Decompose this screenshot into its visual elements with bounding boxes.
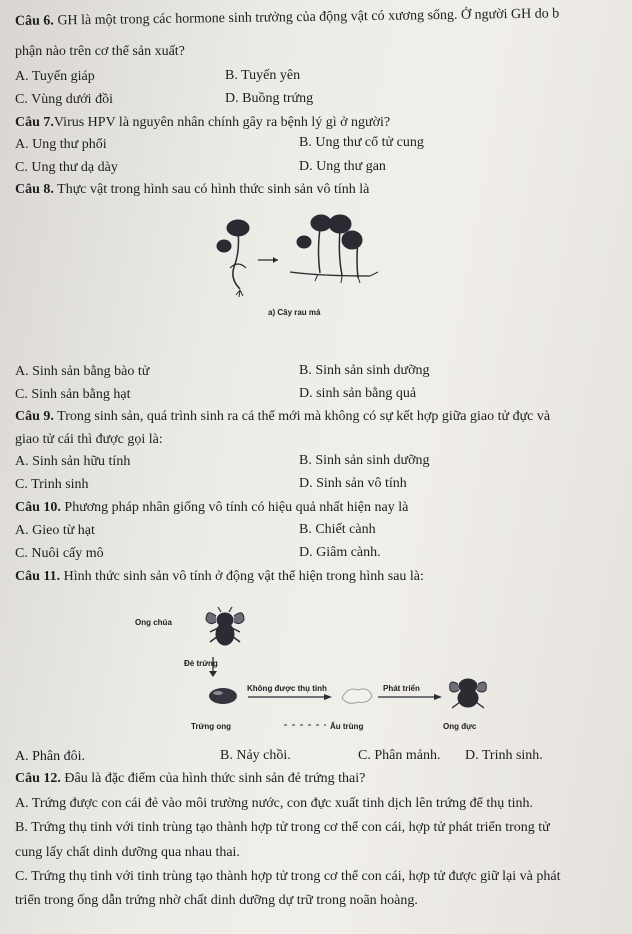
option-7d: D. Ung thư gan bbox=[299, 159, 386, 174]
option-10c: C. Nuôi cấy mô bbox=[15, 546, 104, 561]
option-12b-line2: cung lấy chất dinh dưỡng qua nhau thai. bbox=[15, 845, 240, 860]
question-10 bbox=[15, 500, 408, 516]
larva-icon bbox=[338, 684, 376, 706]
question-10-label: Câu 10. bbox=[15, 500, 61, 515]
option-8c: C. Sinh sản bằng hạt bbox=[15, 387, 131, 402]
unfertilized-arrow bbox=[248, 692, 334, 702]
option-9d: D. Sinh sản vô tính bbox=[299, 476, 407, 491]
lay-eggs-arrow bbox=[207, 655, 219, 679]
label-larva: Ấu trùng bbox=[330, 722, 364, 731]
option-7b: B. Ung thư cổ tử cung bbox=[299, 135, 424, 150]
question-8-text: Thực vật trong hình sau có hình thức sinh sản vô tính là bbox=[53, 182, 370, 197]
question-12-text: Đâu là đặc điểm của hình thức sinh sản đẻ trứng thai? bbox=[60, 771, 366, 786]
option-11b: B. Nảy chồi. bbox=[220, 748, 291, 763]
option-7c: C. Ung thư dạ dày bbox=[15, 160, 118, 175]
question-9-text: Trong sinh sản, quá trình sinh ra cá thể mới mà không có sự kết hợp giữa giao tử đực và bbox=[53, 409, 551, 424]
option-12c-line2: triển trong ống dẫn trứng nhờ chất dinh dưỡng dự trữ trong noãn hoàng. bbox=[15, 893, 418, 908]
label-unfertilized: Không được thụ tinh bbox=[247, 684, 327, 693]
develop-arrow bbox=[378, 692, 444, 702]
option-12b-line1: B. Trứng thụ tinh với tinh trùng tạo thành hợp tử trong cơ thể con cái, hợp tử phát triển trong tử bbox=[15, 820, 550, 835]
option-8a: A. Sinh sản bằng bào tử bbox=[15, 364, 150, 379]
question-11-label: Câu 11. bbox=[15, 569, 61, 584]
question-11 bbox=[15, 569, 424, 585]
figure-caption-centella: a) Cây rau má bbox=[268, 308, 321, 317]
option-7a: A. Ung thư phổi bbox=[15, 137, 107, 152]
option-10d: D. Giâm cành. bbox=[299, 545, 381, 560]
label-lay-eggs: Đẻ trứng bbox=[184, 659, 218, 668]
option-11a: A. Phân đôi. bbox=[15, 749, 85, 764]
option-6c: C. Vùng dưới đồi bbox=[15, 92, 113, 107]
question-6 bbox=[15, 6, 559, 30]
question-6-text: GH là một trong các hormone sinh trưởng của động vật có xương sống. Ở người GH do b bbox=[53, 6, 560, 29]
question-7-text: Virus HPV là nguyên nhân chính gây ra bệnh lý gì ở người? bbox=[53, 115, 391, 130]
question-9-label: Câu 9. bbox=[15, 409, 54, 424]
option-9b: B. Sinh sản sinh dưỡng bbox=[299, 453, 430, 468]
dashed-line bbox=[284, 722, 326, 728]
option-6a: A. Tuyến giáp bbox=[15, 69, 95, 84]
label-drone-bee: Ong đực bbox=[443, 722, 477, 731]
question-6-line2: phận nào trên cơ thể sản xuất? bbox=[15, 44, 185, 59]
queen-bee-icon bbox=[204, 606, 246, 648]
question-12-label: Câu 12. bbox=[15, 771, 61, 786]
option-10b: B. Chiết cành bbox=[299, 522, 376, 537]
question-9-line2: giao tử cái thì được gọi là: bbox=[15, 432, 163, 447]
option-11d: D. Trinh sinh. bbox=[465, 748, 543, 763]
question-8-label: Câu 8. bbox=[15, 182, 54, 197]
label-queen-bee: Ong chúa bbox=[135, 618, 172, 627]
option-12c-line1: C. Trứng thụ tinh với tinh trùng tạo thành hợp tử trong cơ thể con cái, hợp tử được giữ lại và phát bbox=[15, 869, 561, 884]
drone-bee-icon bbox=[448, 676, 488, 710]
label-develop: Phát triển bbox=[383, 684, 420, 693]
option-8b: B. Sinh sản sinh dưỡng bbox=[299, 363, 430, 378]
option-10a: A. Gieo từ hạt bbox=[15, 523, 95, 538]
option-6b: B. Tuyến yên bbox=[225, 68, 301, 83]
centella-plant-figure bbox=[200, 210, 385, 310]
question-12 bbox=[15, 771, 365, 787]
option-8d: D. sinh sản bằng quả bbox=[299, 386, 417, 401]
question-10-text: Phương pháp nhân giống vô tính có hiệu quả nhất hiện nay là bbox=[60, 500, 409, 515]
option-11c: C. Phân mảnh. bbox=[358, 748, 441, 763]
question-9 bbox=[15, 409, 550, 425]
option-12a: A. Trứng được con cái đẻ vào môi trường nước, con đực xuất tinh dịch lên trứng để thụ tinh. bbox=[15, 796, 533, 811]
question-7 bbox=[15, 115, 390, 131]
option-9a: A. Sinh sản hữu tính bbox=[15, 454, 131, 469]
question-11-text: Hình thức sinh sản vô tính ở động vật thể hiện trong hình sau là: bbox=[60, 569, 424, 584]
bee-egg-icon bbox=[206, 686, 240, 706]
question-6-label: Câu 6. bbox=[14, 13, 55, 29]
label-bee-egg: Trứng ong bbox=[191, 722, 232, 731]
option-9c: C. Trinh sinh bbox=[15, 477, 89, 492]
question-8 bbox=[15, 182, 369, 198]
question-7-label: Câu 7. bbox=[15, 115, 54, 130]
option-6d: D. Buồng trứng bbox=[225, 91, 314, 106]
